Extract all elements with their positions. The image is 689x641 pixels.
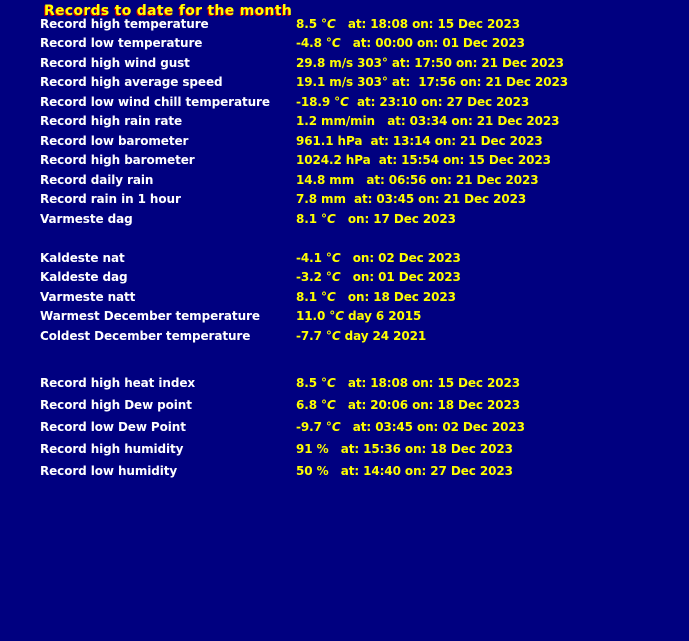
record-label: Record high temperature	[40, 16, 209, 31]
record-row	[40, 53, 689, 73]
record-row	[40, 14, 689, 34]
record-label: Varmeste dag	[40, 211, 133, 226]
record-value: 11.0 °C day 6 2015	[296, 309, 422, 324]
record-value: -18.9 °C at: 23:10 on: 27 Dec 2023	[296, 94, 530, 109]
record-value: -4.1 °C on: 02 Dec 2023	[296, 250, 461, 265]
record-value: 7.8 mm at: 03:45 on: 21 Dec 2023	[296, 192, 527, 207]
record-label: Record rain in 1 hour	[40, 192, 181, 207]
record-label: Record low temperature	[40, 36, 203, 51]
records-section-days-nights	[40, 248, 689, 346]
record-row	[40, 73, 689, 93]
record-row	[40, 438, 689, 460]
record-value: 8.5 °C at: 18:08 on: 15 Dec 2023	[296, 16, 521, 31]
record-value: -7.7 °C day 24 2021	[296, 328, 427, 343]
record-label: Record high Dew point	[40, 398, 192, 412]
record-row	[40, 209, 689, 229]
record-label: Record high humidity	[40, 442, 184, 456]
record-label: Warmest December temperature	[40, 309, 260, 324]
record-label: Record low humidity	[40, 464, 178, 478]
record-row	[40, 151, 689, 171]
record-value: 1024.2 hPa at: 15:54 on: 15 Dec 2023	[296, 153, 551, 168]
record-row	[40, 190, 689, 210]
record-value: -4.8 °C at: 00:00 on: 01 Dec 2023	[296, 36, 525, 51]
record-row	[40, 248, 689, 268]
record-row	[40, 170, 689, 190]
record-label: Record high barometer	[40, 153, 195, 168]
record-row	[40, 112, 689, 132]
record-value: 19.1 m/s 303° at: 17:56 on: 21 Dec 2023	[296, 75, 569, 90]
record-row	[40, 326, 689, 346]
record-value: 29.8 m/s 303° at: 17:50 on: 21 Dec 2023	[296, 55, 564, 70]
record-label: Record low wind chill temperature	[40, 94, 270, 109]
record-value: -9.7 °C at: 03:45 on: 02 Dec 2023	[296, 420, 525, 434]
record-value: -3.2 °C on: 01 Dec 2023	[296, 270, 461, 285]
record-label: Kaldeste nat	[40, 250, 125, 265]
record-label: Record high wind gust	[40, 55, 190, 70]
record-value: 14.8 mm at: 06:56 on: 21 Dec 2023	[296, 172, 539, 187]
record-label: Record high rain rate	[40, 114, 183, 129]
record-label: Record high heat index	[40, 376, 196, 390]
record-value: 961.1 hPa at: 13:14 on: 21 Dec 2023	[296, 133, 543, 148]
record-row	[40, 307, 689, 327]
record-label: Record low Dew Point	[40, 420, 186, 434]
record-label: Record daily rain	[40, 172, 154, 187]
record-row	[40, 34, 689, 54]
record-label: Record high average speed	[40, 75, 223, 90]
record-value: 8.1 °C on: 18 Dec 2023	[296, 289, 456, 304]
record-value: 8.1 °C on: 17 Dec 2023	[296, 211, 456, 226]
record-value: 8.5 °C at: 18:08 on: 15 Dec 2023	[296, 376, 521, 390]
records-section-month	[40, 14, 689, 229]
record-label: Varmeste natt	[40, 289, 136, 304]
record-row	[40, 394, 689, 416]
page-title: Records to date for the month	[44, 3, 293, 19]
record-row	[40, 416, 689, 438]
record-row	[40, 268, 689, 288]
record-row	[40, 287, 689, 307]
record-row	[40, 131, 689, 151]
record-value: 6.8 °C at: 20:06 on: 18 Dec 2023	[296, 398, 521, 412]
record-value: 91 % at: 15:36 on: 18 Dec 2023	[296, 442, 513, 456]
record-value: 1.2 mm/min at: 03:34 on: 21 Dec 2023	[296, 114, 560, 129]
record-row	[40, 460, 689, 482]
record-value: 50 % at: 14:40 on: 27 Dec 2023	[296, 464, 513, 478]
record-label: Record low barometer	[40, 133, 189, 148]
records-section-humidity-dewpoint	[40, 372, 689, 482]
record-label: Coldest December temperature	[40, 328, 251, 343]
record-label: Kaldeste dag	[40, 270, 128, 285]
record-row	[40, 92, 689, 112]
record-row	[40, 372, 689, 394]
